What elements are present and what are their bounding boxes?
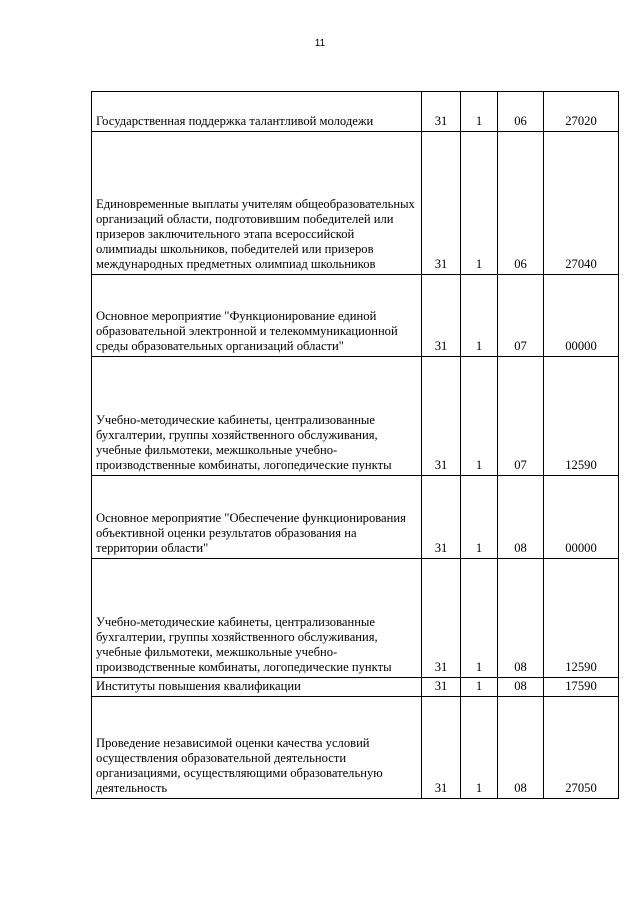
code-cell: 00000 bbox=[544, 476, 619, 559]
code-cell: 12590 bbox=[544, 357, 619, 476]
code-cell: 1 bbox=[461, 357, 498, 476]
row-name-cell: Учебно-методические кабинеты, централизованные бухгалтерии, группы хозяйственного обслуживания, учебные фильмотеки, межшкольные учебно-производственные комбинаты, логопедические пункты bbox=[92, 357, 422, 476]
row-name-cell: Институты повышения квалификации bbox=[92, 678, 422, 697]
page-number: 11 bbox=[314, 38, 326, 49]
code-cell: 1 bbox=[461, 92, 498, 132]
code-cell: 08 bbox=[498, 678, 544, 697]
table-row bbox=[92, 275, 619, 357]
row-name-cell: Учебно-методические кабинеты, централизованные бухгалтерии, группы хозяйственного обслуживания, учебные фильмотеки, межшкольные учебно-производственные комбинаты, логопедические пункты bbox=[92, 559, 422, 678]
code-cell: 31 bbox=[422, 559, 461, 678]
code-cell: 06 bbox=[498, 92, 544, 132]
code-cell: 08 bbox=[498, 476, 544, 559]
row-name-cell: Основное мероприятие "Функционирование единой образовательной электронной и телекоммуникационной среды образовательных организаций области" bbox=[92, 275, 422, 357]
code-cell: 27020 bbox=[544, 92, 619, 132]
row-name-cell: Проведение независимой оценки качества условий осуществления образовательной деятельности организациями, осуществляющими образовательную деятельность bbox=[92, 697, 422, 799]
table-row bbox=[92, 559, 619, 678]
code-cell: 31 bbox=[422, 476, 461, 559]
code-cell: 08 bbox=[498, 559, 544, 678]
code-cell: 07 bbox=[498, 357, 544, 476]
code-cell: 31 bbox=[422, 678, 461, 697]
code-cell: 1 bbox=[461, 132, 498, 275]
code-cell: 07 bbox=[498, 275, 544, 357]
code-cell: 31 bbox=[422, 92, 461, 132]
code-cell: 17590 bbox=[544, 678, 619, 697]
code-cell: 27040 bbox=[544, 132, 619, 275]
budget-table bbox=[91, 91, 619, 799]
code-cell: 27050 bbox=[544, 697, 619, 799]
table-row bbox=[92, 476, 619, 559]
code-cell: 31 bbox=[422, 132, 461, 275]
table-row bbox=[92, 697, 619, 799]
table-row bbox=[92, 132, 619, 275]
code-cell: 08 bbox=[498, 697, 544, 799]
code-cell: 1 bbox=[461, 275, 498, 357]
code-cell: 31 bbox=[422, 357, 461, 476]
row-name-cell: Единовременные выплаты учителям общеобразовательных организаций области, подготовившим победителей или призеров заключительного этапа всероссийской олимпиады школьников, победителей или призеров международных предметных олимпиад школьников bbox=[92, 132, 422, 275]
code-cell: 06 bbox=[498, 132, 544, 275]
table-row bbox=[92, 678, 619, 697]
code-cell: 1 bbox=[461, 476, 498, 559]
code-cell: 31 bbox=[422, 275, 461, 357]
table-row bbox=[92, 357, 619, 476]
code-cell: 1 bbox=[461, 559, 498, 678]
row-name-cell: Государственная поддержка талантливой молодежи bbox=[92, 92, 422, 132]
row-name-cell: Основное мероприятие "Обеспечение функционирования объективной оценки результатов образования на территории области" bbox=[92, 476, 422, 559]
code-cell: 00000 bbox=[544, 275, 619, 357]
code-cell: 1 bbox=[461, 678, 498, 697]
code-cell: 12590 bbox=[544, 559, 619, 678]
code-cell: 31 bbox=[422, 697, 461, 799]
code-cell: 1 bbox=[461, 697, 498, 799]
table-row bbox=[92, 92, 619, 132]
